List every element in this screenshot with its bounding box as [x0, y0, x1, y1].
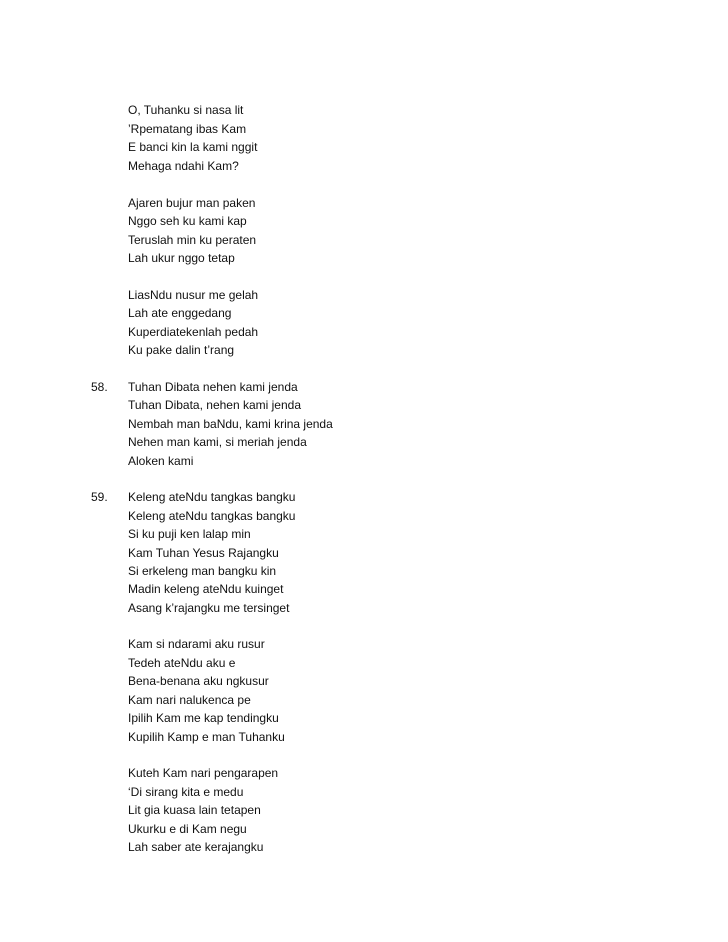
stanza-3-line-2: Lah ate enggedang [128, 306, 232, 320]
song-59-v3-line-5: Lah saber ate kerajangku [128, 840, 264, 854]
song-59-v3-line-4: Ukurku e di Kam negu [128, 822, 247, 836]
song-59-title: Keleng ateNdu tangkas bangku [128, 490, 296, 504]
song-59-v1-line-1: Keleng ateNdu tangkas bangku [128, 509, 296, 523]
stanza-2-line-4: Lah ukur nggo tetap [128, 251, 235, 265]
stanza-1-line-2: ’Rpematang ibas Kam [128, 122, 247, 136]
song-59-v2-line-5: Ipilih Kam me kap tendingku [128, 711, 279, 725]
song-59-v1-line-6: Asang k’rajangku me tersinget [128, 601, 290, 615]
stanza-3-line-4: Ku pake dalin t’rang [128, 343, 235, 357]
stanza-2-line-3: Teruslah min ku peraten [128, 233, 257, 247]
song-58-line-2: Nembah man baNdu, kami krina jenda [128, 417, 333, 431]
stanza-2-line-2: Nggo seh ku kami kap [128, 214, 247, 228]
song-59-v1-line-2: Si ku puji ken lalap min [128, 527, 251, 541]
song-58-line-4: Aloken kami [128, 454, 194, 468]
song-58-title: Tuhan Dibata nehen kami jenda [128, 380, 298, 394]
song-59-v3-line-2: ‘Di sirang kita e medu [128, 785, 244, 799]
song-59-number: 59. [91, 490, 108, 504]
song-59-v2-line-2: Tedeh ateNdu aku e [128, 656, 236, 670]
song-59-v1-line-4: Si erkeleng man bangku kin [128, 564, 277, 578]
song-58-line-3: Nehen man kami, si meriah jenda [128, 435, 307, 449]
song-59-v2-line-4: Kam nari nalukenca pe [128, 693, 251, 707]
stanza-3-line-3: Kuperdiatekenlah pedah [128, 325, 259, 339]
song-59-v2-line-6: Kupilih Kamp e man Tuhanku [128, 730, 285, 744]
stanza-3-line-1: LiasNdu nusur me gelah [128, 288, 259, 302]
song-58-line-1: Tuhan Dibata, nehen kami jenda [128, 398, 302, 412]
song-59-v3-line-1: Kuteh Kam nari pengarapen [128, 766, 279, 780]
song-59-v1-line-3: Kam Tuhan Yesus Rajangku [128, 546, 279, 560]
song-58-number: 58. [91, 380, 108, 394]
stanza-2-line-1: Ajaren bujur man paken [128, 196, 256, 210]
stanza-1-line-4: Mehaga ndahi Kam? [128, 159, 239, 173]
song-59-v1-line-5: Madin keleng ateNdu kuinget [128, 582, 284, 596]
song-59-v2-line-1: Kam si ndarami aku rusur [128, 637, 265, 651]
song-59-v2-line-3: Bena-benana aku ngkusur [128, 674, 269, 688]
stanza-1-line-1: O, Tuhanku si nasa lit [128, 103, 244, 117]
stanza-1-line-3: E banci kin la kami nggit [128, 140, 258, 154]
song-59-v3-line-3: Lit gia kuasa lain tetapen [128, 803, 261, 817]
